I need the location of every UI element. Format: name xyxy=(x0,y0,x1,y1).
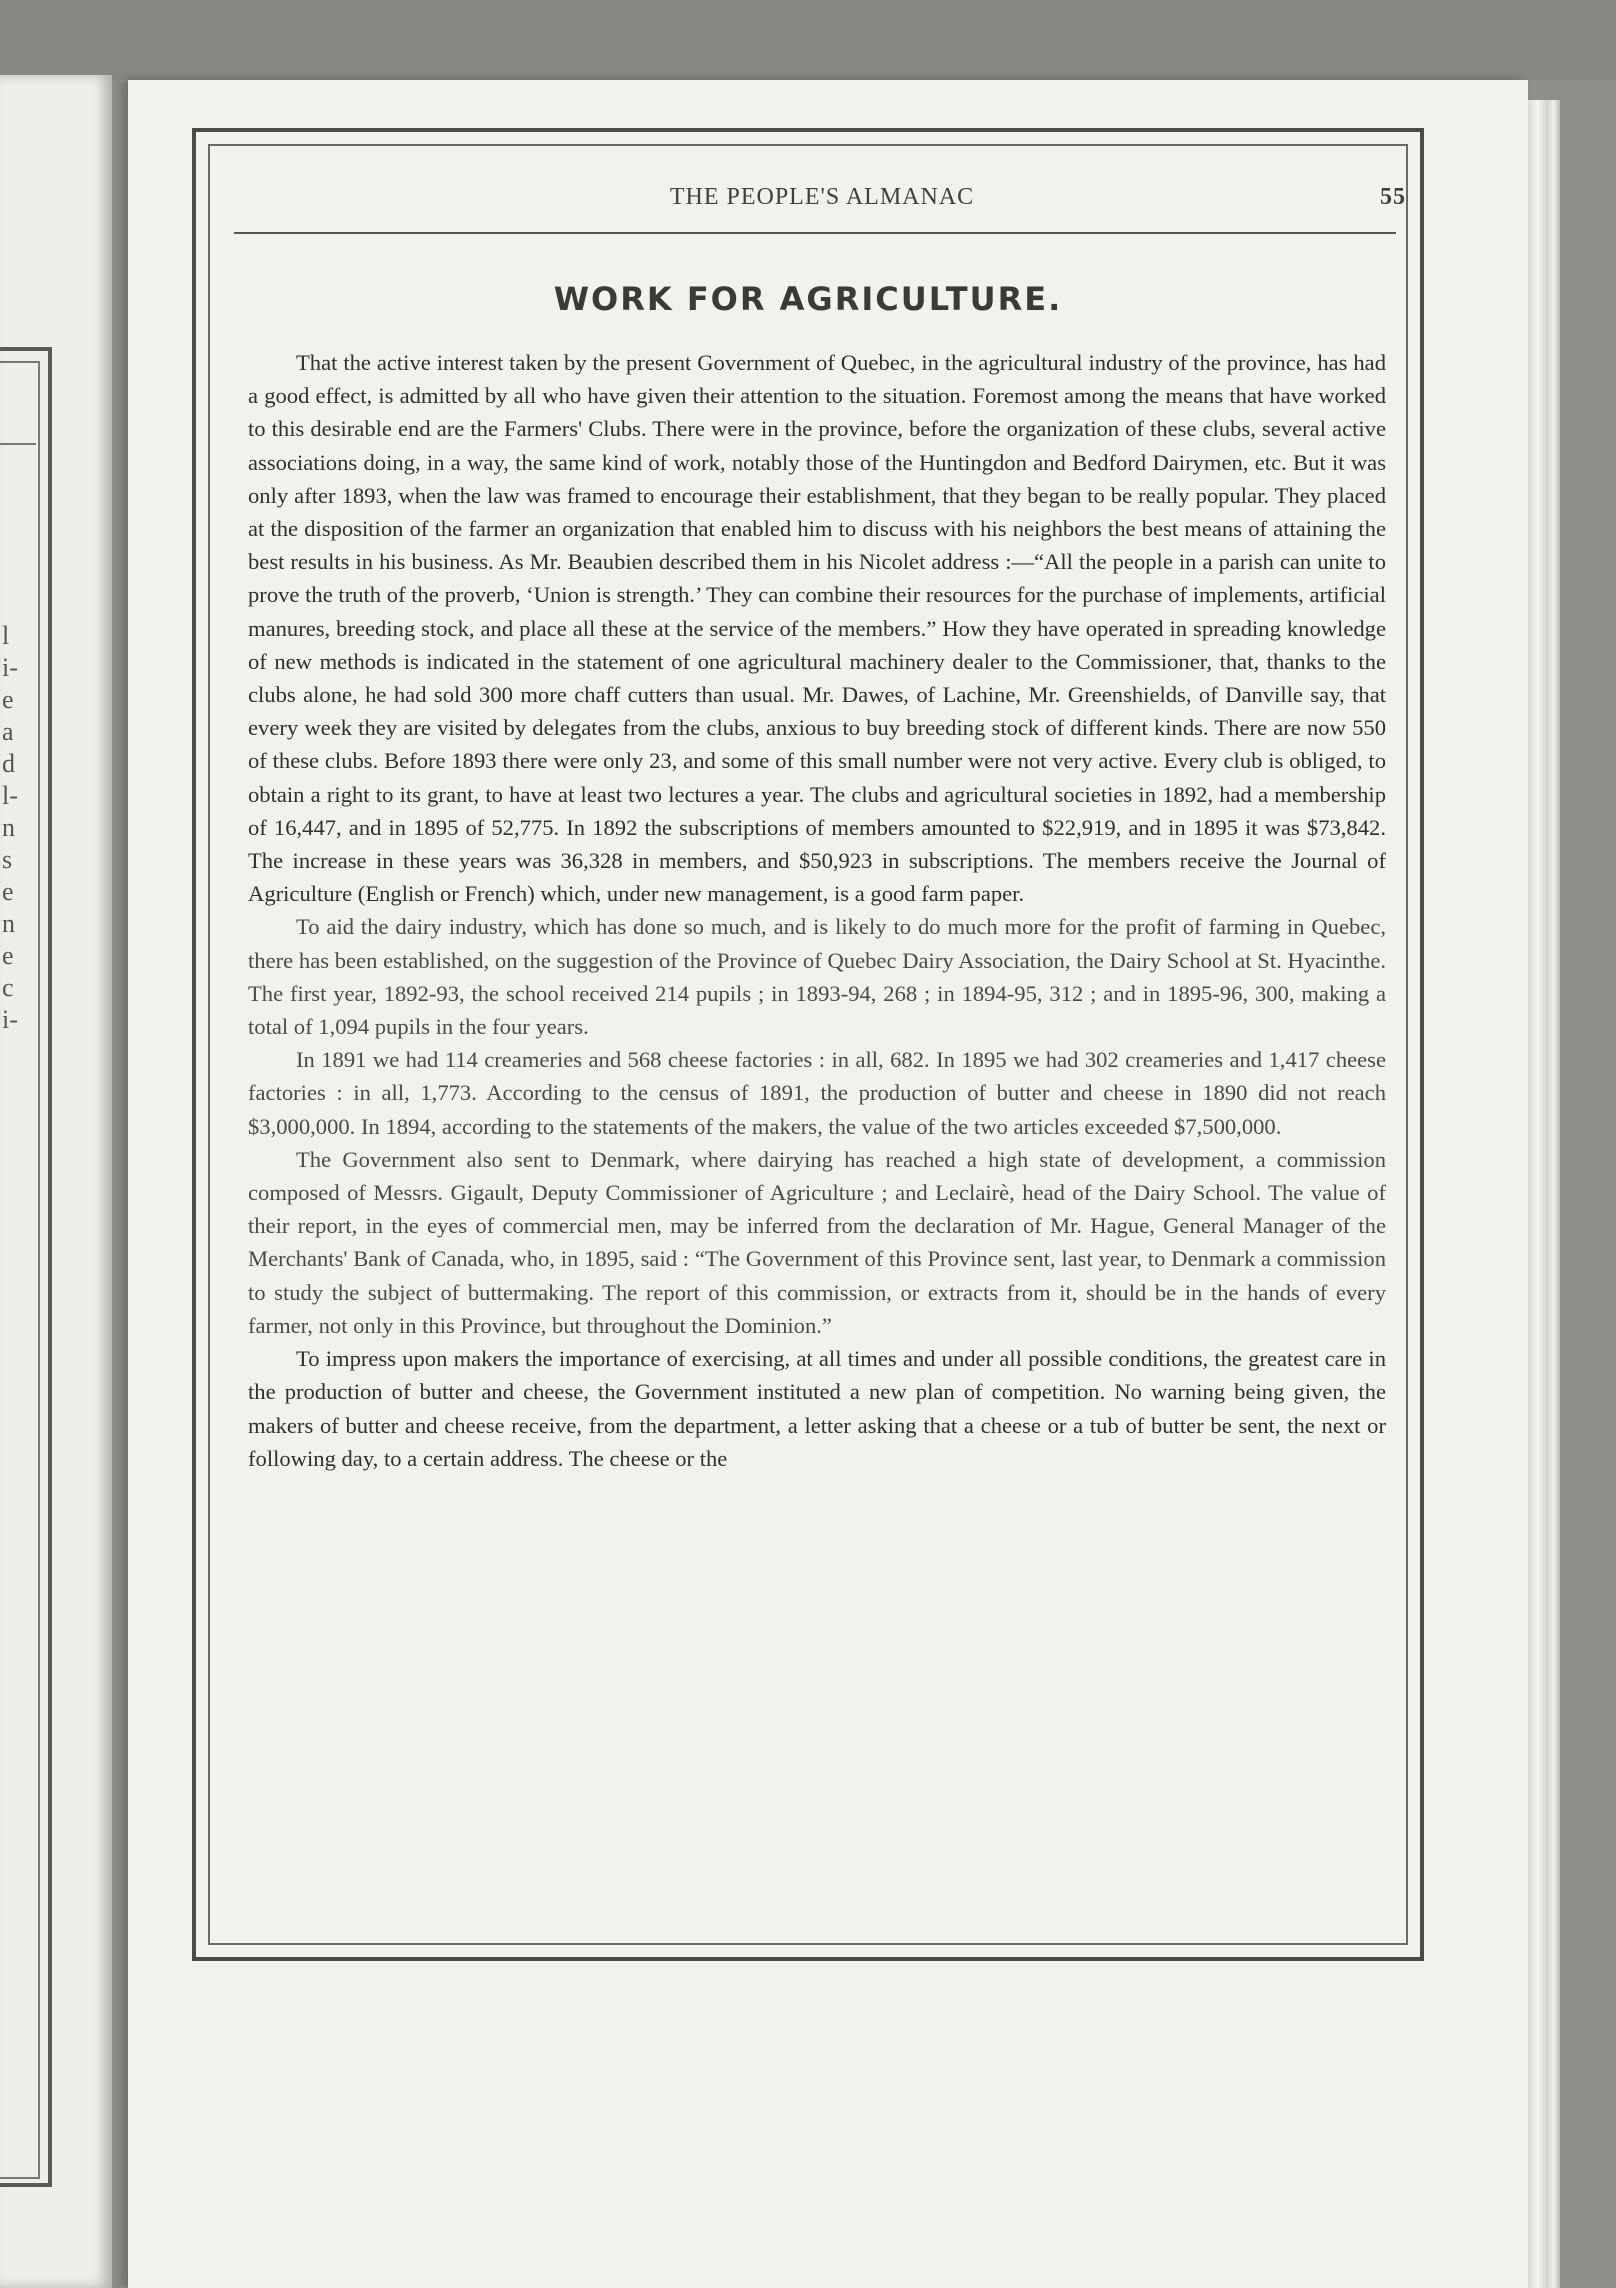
fragment: n xyxy=(2,909,15,938)
fragment: s xyxy=(2,845,13,874)
fragment: c xyxy=(2,973,14,1002)
running-head-title: THE PEOPLE'S ALMANAC xyxy=(669,184,975,210)
fragment: a xyxy=(2,717,14,746)
facing-page-text-fragments xyxy=(2,620,22,1036)
fragment: l xyxy=(2,621,10,650)
article-body xyxy=(248,346,1386,1475)
article-title: WORK FOR AGRICULTURE. xyxy=(553,280,1063,318)
fragment: n xyxy=(2,813,15,842)
paragraph-dairy-school: To aid the dairy industry, which has done so much, and is likely to do much more for the profit of farming in Quebec, there has been established, on the suggestion of the Province of Quebec Dairy Association, the Dairy School at St. Hyacinthe. The first year, 1892-93, the school received 214 pupils ; in 1893-94, 268 ; in 1894-95, 312 ; and in 1895-96, 300, making a total of 1,094 pupils in the four years. xyxy=(248,914,1386,1040)
paragraph-competition: To impress upon makers the importance of exercising, at all times and under all possible conditions, the greatest care in the production of butter and cheese, the Government instituted a new plan of competition. No warning being given, the makers of butter and cheese receive, from the department, a letter asking that a cheese or a tub of butter be sent, the next or following day, to a certain address. The cheese or the xyxy=(248,1346,1386,1471)
page-number: 55 xyxy=(1380,184,1406,210)
fragment: e xyxy=(2,685,14,714)
page-edge xyxy=(1528,100,1560,2288)
fragment: d xyxy=(2,749,15,778)
facing-page xyxy=(0,75,112,2288)
scan-background xyxy=(0,0,1616,80)
paragraph-denmark-commission: The Government also sent to Denmark, where dairying has reached a high state of development, a commission composed of Messrs. Gigault, Deputy Commissioner of Agriculture ; and Leclairè, head of the Dairy School. The value of their report, in the eyes of commercial men, may be inferred from the declaration of Mr. Hague, General Manager of the Merchants' Bank of Canada, who, in 1895, said : “The Government of this Province sent, last year, to Denmark a commission to study the subject of buttermaking. The report of this commission, or extracts from it, should be in the hands of every farmer, not only in this Province, but throughout the Dominion.” xyxy=(248,1146,1386,1338)
paragraph-farmers-clubs: That the active interest taken by the present Government of Quebec, in the agricultural industry of the province, has had a good effect, is admitted by all who have given their attention to the situation. Foremost among the means that have worked to this desirable end are the Farmers' Clubs. There were in the province, before the organization of these clubs, several active associations doing, in a way, the same kind of work, notably those of the Huntingdon and Bedford Dairymen, etc. But it was only after 1893, when the law was framed to encourage their establishment, that they began to be really popular. They placed at the disposition of the farmer an organization that enabled him to discuss with his neighbors the best means of attaining the best results in his business. As Mr. Beaubien described them in his Nicolet address :—“All the people in a parish can unite to prove the truth of the proverb, ‘Union is strength.’ They can combine their resources for the purchase of implements, artificial manures, breeding stock, and place all these at the service of the members.” How they have operated in spreading knowledge of new methods is indicated in the statement of one agricultural machinery dealer to the Commissioner, that, thanks to the clubs alone, he had sold 300 more chaff cutters than usual. Mr. Dawes, of Lachine, Mr. Greenshields, of Danville say, that every week they are visited by delegates from the clubs, anxious to buy breeding stock of different kinds. There are now 550 of these clubs. Before 1893 there were only 23, and some of this small number were not very active. Every club is obliged, to obtain a right to its grant, to have at least two lectures a year. The clubs and agricultural societies in 1892, had a membership of 16,447, and in 1895 of 52,775. In 1892 the subscriptions of members amounted to $22,919, and in 1895 it was $73,842. The increase in these years was 36,328 in members, and $50,923 in subscriptions. The members receive the Journal of Agriculture (English or French) which, under new management, is a good farm paper. xyxy=(248,350,1386,907)
fragment: l- xyxy=(2,781,18,810)
header-rule xyxy=(234,232,1396,234)
facing-page-rule xyxy=(0,443,36,445)
paragraph-creameries: In 1891 we had 114 creameries and 568 cheese factories : in all, 682. In 1895 we had 302 creameries and 1,417 cheese factories : in all, 1,773. According to the census of 1891, the production of butter and cheese in 1890 did not reach $3,000,000. In 1894, according to the statements of the makers, the value of the two articles exceeded $7,500,000. xyxy=(248,1047,1386,1139)
fragment: i- xyxy=(2,653,18,682)
fragment: i- xyxy=(2,1005,18,1034)
running-head xyxy=(234,184,1410,214)
page-inner-border xyxy=(208,144,1408,1945)
page-border xyxy=(192,128,1424,1961)
fragment: e xyxy=(2,877,14,906)
fragment: e xyxy=(2,941,14,970)
